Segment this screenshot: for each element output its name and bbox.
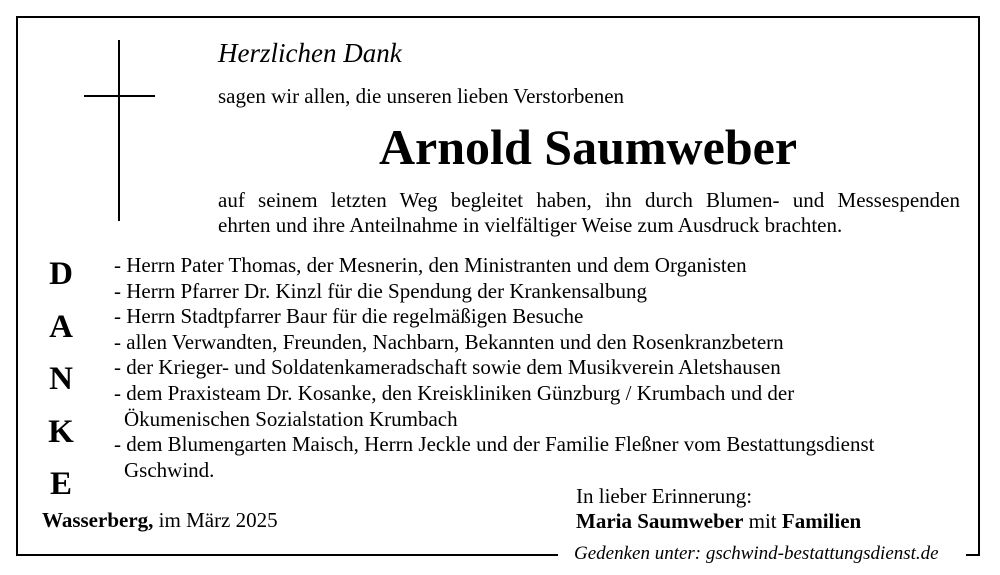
memory-family: Familien	[781, 509, 862, 533]
danke-letter: K	[48, 413, 74, 450]
danke-letter: A	[49, 308, 73, 345]
danke-letter: E	[49, 466, 72, 502]
intro-line: sagen wir allen, die unseren lieben Verstorbenen	[218, 84, 625, 108]
list-item-text: - Herrn Pater Thomas, der Mesnerin, den Ministranten und dem Organisten	[114, 253, 747, 277]
list-item	[114, 304, 974, 330]
list-item	[114, 432, 974, 483]
danke-letter: N	[49, 361, 73, 397]
deceased-name: Arnold Saumweber	[378, 119, 798, 175]
danke-vertical-word	[36, 248, 86, 511]
list-item-text: - Herrn Stadtpfarrer Baur für die regelmäßigen Besuche	[114, 304, 584, 329]
frame-bottom-border-left	[16, 554, 558, 556]
list-item	[114, 279, 974, 305]
memory-label: In lieber Erinnerung:	[576, 484, 753, 508]
list-item	[114, 330, 974, 356]
paragraph-line-2: ehrten und ihre Anteilnahme in vielfältiger Weise zum Ausdruck brachten.	[218, 213, 843, 237]
memory-name: Maria Saumweber	[576, 509, 744, 533]
thanks-paragraph	[218, 188, 960, 238]
frame-bottom-border-right	[966, 554, 980, 556]
memory-signatories	[576, 509, 861, 534]
cross-horizontal-bar	[84, 95, 155, 97]
paragraph-line-1: auf seinem letzten Weg begleitet haben, ihn durch Blumen- und Messespenden	[218, 188, 960, 212]
memorial-website-note: Gedenken unter: gschwind-bestattungsdienst.de	[571, 543, 942, 565]
list-item-continuation: Gschwind.	[124, 457, 215, 482]
place-date: im März 2025	[158, 508, 278, 532]
list-item-text: - dem Blumengarten Maisch, Herrn Jeckle und der Familie Fleßner vom Bestattungsdienst	[114, 432, 875, 457]
memory-connector: mit	[748, 509, 777, 533]
list-item	[114, 253, 974, 279]
list-item-continuation: Ökumenischen Sozialstation Krumbach	[124, 406, 458, 431]
list-item-text: - Herrn Pfarrer Dr. Kinzl für die Spendung der Krankensalbung	[114, 278, 647, 303]
thanks-heading: Herzlichen Dank	[218, 38, 402, 68]
thanks-list	[114, 253, 974, 483]
list-item-text: - allen Verwandten, Freunden, Nachbarn, Bekannten und den Rosenkranzbetern	[114, 329, 784, 354]
place-and-date	[42, 508, 278, 533]
list-item	[114, 355, 974, 381]
place-town: Wasserberg,	[42, 508, 154, 532]
danke-letter: D	[49, 256, 73, 292]
list-item	[114, 381, 974, 432]
list-item-text: - der Krieger- und Soldatenkameradschaft sowie dem Musikverein Aletshausen	[114, 355, 781, 380]
list-item-text: - dem Praxisteam Dr. Kosanke, den Kreiskliniken Günzburg / Krumbach und der	[114, 380, 795, 405]
